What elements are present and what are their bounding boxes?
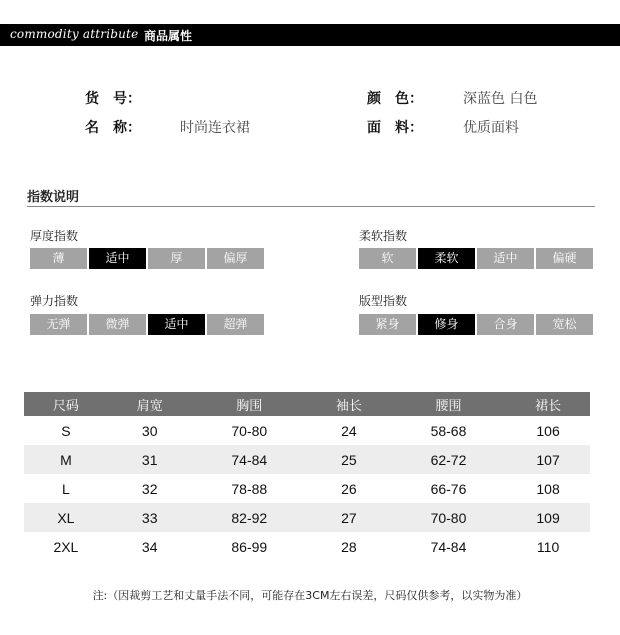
thickness-option: 厚 — [148, 248, 205, 269]
fit-option: 宽松 — [536, 314, 593, 335]
table-cell: L — [62, 480, 70, 497]
thickness-index-label: 厚度指数 — [30, 229, 79, 243]
table-cell: XL — [24, 503, 108, 532]
table-cell: 31 — [108, 445, 192, 474]
col-header-bust: 胸围 — [192, 392, 307, 416]
table-cell: 2XL — [53, 538, 79, 555]
elasticity-option: 超弹 — [207, 314, 264, 335]
attr-item-no-label: 货 号： — [85, 91, 141, 107]
table-cell: 74-84 — [430, 538, 467, 555]
softness-option: 软 — [359, 248, 416, 269]
table-cell: 108 — [536, 480, 560, 497]
table-cell: 30 — [141, 422, 158, 439]
thickness-option: 适中 — [89, 248, 146, 269]
table-row — [24, 532, 590, 561]
elasticity-index-label: 弹力指数 — [30, 294, 79, 308]
col-header-shoulder: 肩宽 — [108, 392, 192, 416]
softness-option: 偏硬 — [536, 248, 593, 269]
softness-option: 适中 — [477, 248, 534, 269]
attr-fabric-value: 优质面料 — [463, 120, 519, 136]
table-cell: 24 — [341, 422, 357, 439]
attr-color-label: 颜 色： — [367, 91, 423, 107]
col-header-waist: 腰围 — [391, 392, 506, 416]
thickness-index-scale — [30, 248, 264, 269]
thickness-option: 薄 — [30, 248, 87, 269]
table-cell: 82-92 — [192, 503, 307, 532]
table-cell: 27 — [307, 503, 391, 532]
elasticity-option: 适中 — [148, 314, 205, 335]
softness-option: 柔软 — [418, 248, 475, 269]
size-chart-table — [24, 392, 590, 561]
elasticity-option: 无弹 — [30, 314, 87, 335]
fit-option: 紧身 — [359, 314, 416, 335]
table-cell: S — [61, 422, 71, 439]
table-cell: 58-68 — [430, 422, 467, 439]
banner-title-en: commodity attribute — [10, 27, 139, 41]
table-cell: 26 — [341, 480, 357, 497]
col-header-length: 裙长 — [506, 392, 590, 416]
table-row — [24, 474, 590, 503]
table-header-row — [24, 392, 590, 416]
attr-name-value: 时尚连衣裙 — [180, 120, 250, 136]
table-cell: 107 — [506, 445, 590, 474]
thickness-option: 偏厚 — [207, 248, 264, 269]
table-row — [24, 445, 590, 474]
softness-index-scale — [359, 248, 593, 269]
softness-index-label: 柔软指数 — [359, 229, 408, 243]
fit-index-label: 版型指数 — [359, 294, 408, 308]
table-cell: 66-76 — [430, 480, 467, 497]
table-cell: 28 — [341, 538, 357, 555]
attr-color-value: 深蓝色 白色 — [463, 91, 538, 107]
table-cell: 34 — [141, 538, 158, 555]
table-cell: 109 — [506, 503, 590, 532]
section-divider — [27, 206, 595, 207]
table-row — [24, 503, 590, 532]
fit-option: 修身 — [418, 314, 475, 335]
table-cell: 86-99 — [231, 538, 268, 555]
attr-name-label: 名 称： — [85, 120, 141, 136]
table-cell: 62-72 — [391, 445, 506, 474]
table-cell: 70-80 — [231, 422, 268, 439]
elasticity-index-scale — [30, 314, 264, 335]
table-cell: 25 — [307, 445, 391, 474]
table-cell: 78-88 — [231, 480, 268, 497]
fit-option: 合身 — [477, 314, 534, 335]
table-cell: M — [24, 445, 108, 474]
col-header-sleeve: 袖长 — [307, 392, 391, 416]
index-section-title: 指数说明 — [27, 190, 80, 205]
fit-index-scale — [359, 314, 593, 335]
elasticity-option: 微弹 — [89, 314, 146, 335]
table-cell: 74-84 — [192, 445, 307, 474]
table-cell: 70-80 — [391, 503, 506, 532]
table-cell: 32 — [141, 480, 158, 497]
table-cell: 110 — [536, 538, 560, 555]
header-banner — [0, 24, 620, 46]
table-cell: 106 — [536, 422, 560, 439]
table-row — [24, 416, 590, 445]
banner-title-cn: 商品属性 — [144, 29, 193, 43]
attr-fabric-label: 面 料： — [367, 120, 423, 136]
measurement-note: 注:（因裁剪工艺和丈量手法不同，可能存在3CM左右误差，尺码仅供参考，以实物为准） — [92, 589, 528, 602]
table-cell: 33 — [108, 503, 192, 532]
col-header-size: 尺码 — [24, 392, 108, 416]
